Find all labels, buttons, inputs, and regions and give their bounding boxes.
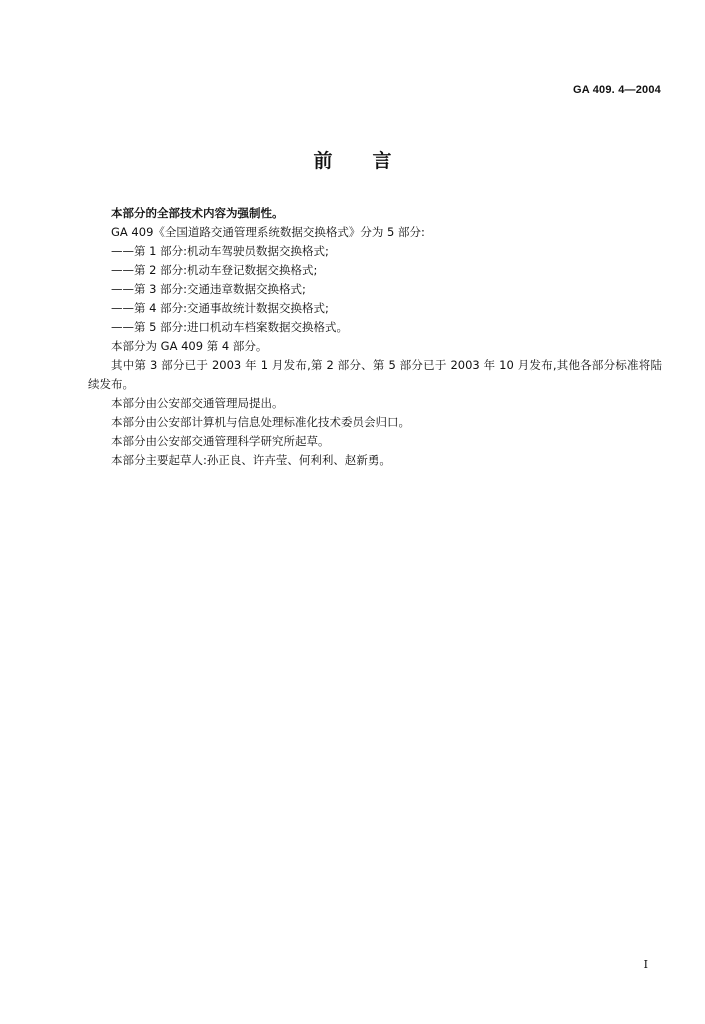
list-item: ——第 4 部分:交通事故统计数据交换格式; xyxy=(111,301,329,315)
proposer-info: 本部分由公安部交通管理局提出。 xyxy=(111,396,284,410)
release-info: 其中第 3 部分已于 2003 年 1 月发布,第 2 部分、第 5 部分已于 2003 年 10 月发布,其他各部分标准将陆续发布。 xyxy=(88,358,662,391)
list-item: ——第 5 部分:进口机动车档案数据交换格式。 xyxy=(111,320,349,334)
page-title: 前言 xyxy=(313,150,432,172)
parts-intro: GA 409《全国道路交通管理系统数据交换格式》分为 5 部分: xyxy=(111,225,425,239)
document-body xyxy=(88,204,662,470)
centralized-info: 本部分由公安部计算机与信息处理标准化技术委员会归口。 xyxy=(111,415,410,429)
list-item: ——第 1 部分:机动车驾驶员数据交换格式; xyxy=(111,244,329,258)
part-statement: 本部分为 GA 409 第 4 部分。 xyxy=(111,339,268,353)
mandatory-statement: 本部分的全部技术内容为强制性。 xyxy=(111,206,284,220)
document-code: GA 409. 4—2004 xyxy=(572,84,661,96)
list-item: ——第 2 部分:机动车登记数据交换格式; xyxy=(111,263,318,277)
page-number: I xyxy=(643,958,648,971)
drafters-info: 本部分主要起草人:孙正良、许卉莹、何利利、赵新勇。 xyxy=(111,453,391,467)
list-item: ——第 3 部分:交通违章数据交换格式; xyxy=(111,282,306,296)
drafter-org-info: 本部分由公安部交通管理科学研究所起草。 xyxy=(111,434,330,448)
